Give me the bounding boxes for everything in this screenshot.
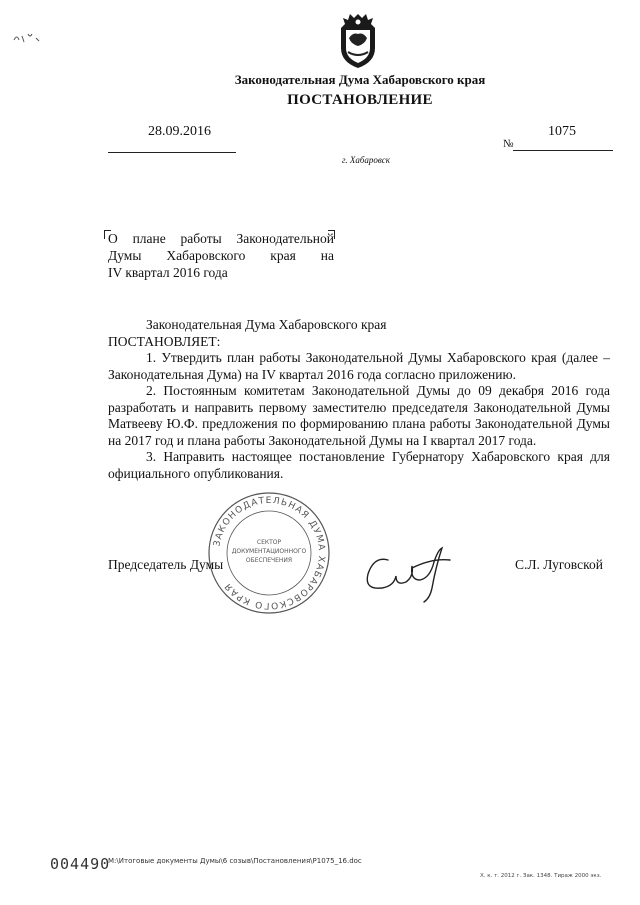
resolution-item: 3. Направить настоящее постановление Губернатору Хабаровского края для официального опубликования. [108,449,610,481]
number-sign: № [503,138,514,150]
document-number: 1075 [548,124,576,139]
city-name: г. Хабаровск [342,155,390,165]
stamp-inner-line: СЕКТОР [256,539,282,546]
file-path: M:\Итоговые документы Думы\6 созыв\Постановления\P1075_16.doc [108,857,362,865]
handwritten-signature [360,538,460,608]
document-subject [108,230,334,281]
subject-line: IV квартал 2016 года [108,265,228,280]
document-code: 004490 [50,855,111,873]
organization-name: Законодательная Дума Хабаровского края [234,72,486,87]
subject-line: О плане работы Законодательной [108,231,334,246]
print-note: Х. к. т. 2012 г. Зак. 1348. Тираж 2000 экз. [480,873,602,879]
official-stamp [206,490,332,616]
resolution-item: 2. Постоянным комитетам Законодательной Думы до 09 декабря 2016 года разработать и направить первому заместителю председателя Законодательной Думы Матвееву Ю.Ф. предложения по формированию плана работы Законодательной Думы на 2017 год и плана работы Законодательной Думы на I квартал 2017 года. [108,383,610,448]
subject-line: Думы Хабаровского края на [108,248,334,263]
number-underline [513,150,613,151]
resolves-word: ПОСТАНОВЛЯЕТ: [108,333,221,349]
stamp-outer-text: ЗАКОНОДАТЕЛЬНАЯ ДУМА ХАБАРОВСКОГО КРАЯ [212,495,327,611]
document-date: 28.09.2016 [148,124,211,139]
stamp-inner-line: ОБЕСПЕЧЕНИЯ [245,557,293,564]
coat-of-arms-khabarovsk-icon [333,8,383,70]
resolution-body [108,317,610,482]
document-type-title: ПОСТАНОВЛЕНИЕ [287,92,433,108]
signer-name: С.Л. Луговской [515,557,603,572]
resolution-item: 1. Утвердить план работы Законодательной Думы Хабаровского края (далее – Законодательная Дума) на IV квартал 2016 года согласно приложению. [108,350,610,382]
signer-title: Председатель Думы [108,557,224,572]
intro-line: Законодательная Дума Хабаровского края [146,317,387,332]
date-underline [108,152,236,153]
stamp-inner-line: ДОКУМЕНТАЦИОННОГО [231,548,307,555]
margin-mark [12,28,42,48]
